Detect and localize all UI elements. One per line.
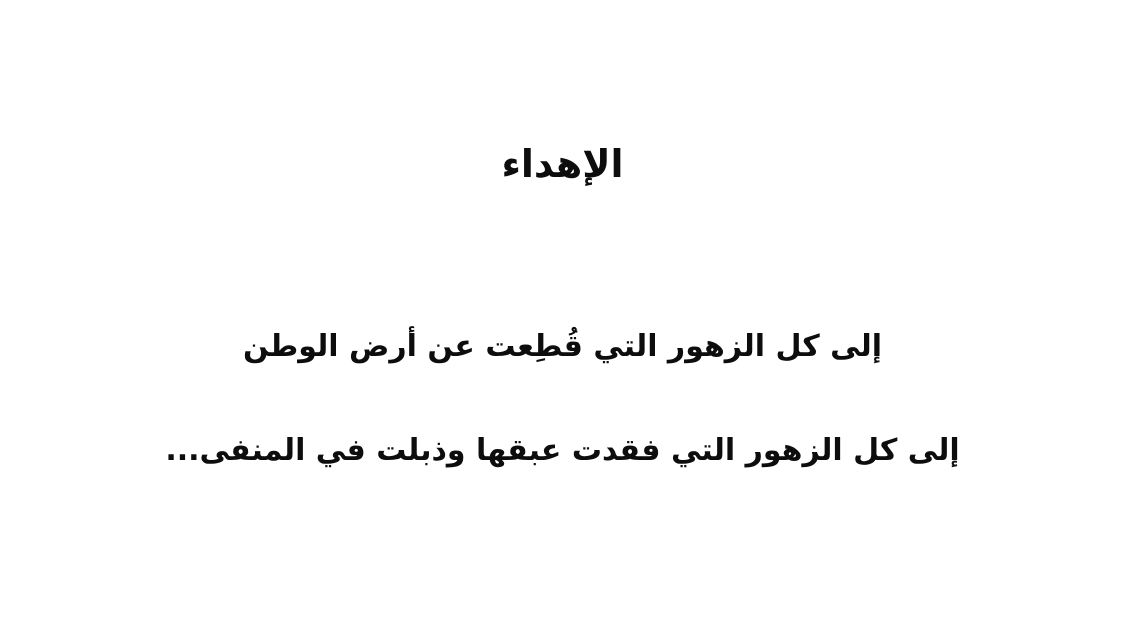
page-title: الإهداء xyxy=(501,142,624,186)
dedication-line: إلى كل الزهور التي فقدت عبقها وذبلت في المنفى... xyxy=(165,432,960,468)
dedication-body xyxy=(0,295,1125,502)
dedication-line: إلى كل الزهور التي قُطِعت عن أرض الوطن xyxy=(242,329,883,365)
